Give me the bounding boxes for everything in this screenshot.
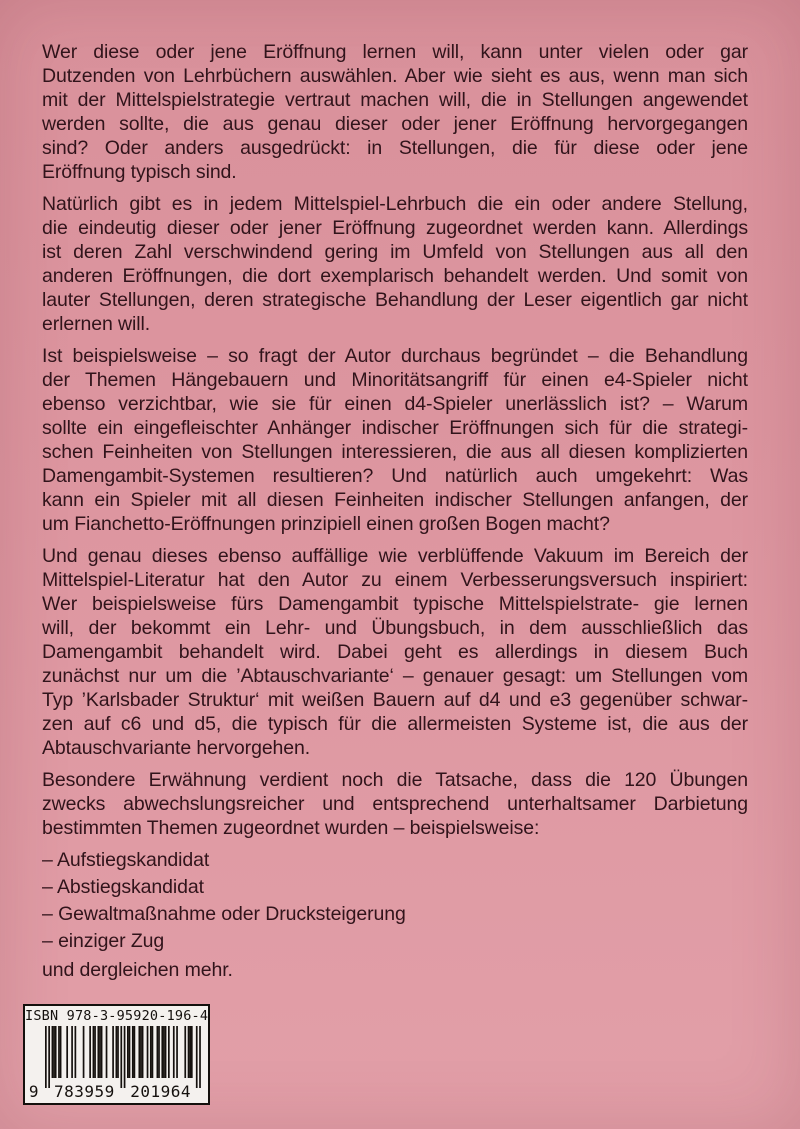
isbn-number: ISBN 978-3-95920-196-4 (25, 1008, 209, 1024)
text-line: erlernen will. (42, 313, 151, 335)
text-line: mit der Mittelspielstrategie vertraut machen will, die in Stellungen angewendet (42, 89, 748, 111)
text-line: bestimmten Themen zugeordnet wurden – beispielsweise: (42, 817, 540, 839)
list-item (42, 902, 748, 926)
text-line: Mittelspiel-Literatur hat den Autor zu einem Verbesserungsversuch inspiriert: (42, 569, 748, 591)
text-line: kann ein Spieler mit all diesen Feinheiten indischer Stellungen anfangen, der (42, 489, 748, 511)
text-line: – Aufstiegskandidat (42, 849, 210, 871)
text-line: Wer diese oder jene Eröffnung lernen will, kann unter vielen oder gar (42, 41, 748, 63)
text-line: anderen Eröffnungen, die dort exemplarisch behandelt werden. Und somit von (42, 265, 748, 287)
text-line: Typ ’Karlsbader Struktur‘ mit weißen Bauern auf d4 und e3 gegenüber schwar- (42, 689, 748, 711)
text-line: ebenso verzichtbar, wie sie für einen d4-Spieler unerlässlich ist? – Warum (42, 393, 748, 415)
text-line: Und genau dieses ebenso auffällige wie verblüffende Vakuum im Bereich der (42, 545, 748, 567)
text-line: Besondere Erwähnung verdient noch die Tatsache, dass die 120 Übungen (42, 769, 748, 791)
text-line: lauter Stellungen, deren strategische Behandlung der Leser eigentlich gar nicht (42, 289, 748, 311)
text-line: Ist beispielsweise – so fragt der Autor durchaus begründet – die Behandlung (42, 345, 748, 367)
ean13-barcode (25, 1026, 208, 1104)
text-line: – Gewaltmaßnahme oder Drucksteigerung (42, 903, 406, 925)
text-line: Dutzenden von Lehrbüchern auswählen. Aber wie sieht es aus, wenn man sich (42, 65, 748, 87)
barcode-digit-group: 9 (28, 1082, 40, 1101)
text-line: Damengambit behandelt wird. Dabei geht es allerdings in diesem Buch (42, 641, 748, 663)
blurb-text (42, 40, 748, 982)
text-line: Wer beispielsweise fürs Damengambit typische Mittelspielstrate- gie lernen (42, 593, 748, 615)
text-line: sollte ein eingefleischter Anhänger indischer Eröffnungen sich für die strategi- (42, 417, 748, 439)
list-item (42, 929, 748, 953)
paragraph (42, 40, 748, 184)
text-line: zen auf c6 und d5, die typisch für die allermeisten Systeme ist, die aus der (42, 713, 748, 735)
closing-line (42, 958, 748, 982)
isbn-barcode (23, 1004, 210, 1105)
text-line: ist deren Zahl verschwindend gering im Umfeld von Stellungen aus all den (42, 241, 748, 263)
paragraph (42, 192, 748, 336)
text-line: schen Feinheiten von Stellungen interessieren, die aus all diesen komplizierten (42, 441, 748, 463)
barcode-bars (45, 1026, 201, 1088)
text-line: – Abstiegskandidat (42, 876, 204, 898)
text-line: Damengambit-Systemen resultieren? Und natürlich auch umgekehrt: Was (42, 465, 748, 487)
barcode-digit-group: 783959 (53, 1082, 115, 1101)
text-line: der Themen Hängebauern und Minoritätsangriff für einen e4-Spieler nicht (42, 369, 748, 391)
text-line: Abtauschvariante hervorgehen. (42, 737, 311, 759)
text-line: Eröffnung typisch sind. (42, 161, 237, 183)
text-line: will, der bekommt ein Lehr- und Übungsbuch, in dem ausschließlich das (42, 617, 748, 639)
text-line: und dergleichen mehr. (42, 959, 233, 981)
list-item (42, 848, 748, 872)
barcode-digit-group: 201964 (130, 1082, 192, 1101)
text-line: – einziger Zug (42, 930, 165, 952)
paragraph (42, 768, 748, 840)
text-line: die eindeutig dieser oder jener Eröffnung zugeordnet werden kann. Allerdings (42, 217, 748, 239)
list-item (42, 875, 748, 899)
text-line: um Fianchetto-Eröffnungen prinzipiell einen großen Bogen macht? (42, 513, 610, 535)
text-line: werden sollte, die aus genau dieser oder jener Eröffnung hervorgegangen (42, 113, 748, 135)
paragraph (42, 544, 748, 760)
text-line: Natürlich gibt es in jedem Mittelspiel-Lehrbuch die ein oder andere Stellung, (42, 193, 748, 215)
paragraph (42, 344, 748, 536)
text-line: zunächst nur um die ’Abtauschvariante‘ – genauer gesagt: um Stellungen vom (42, 665, 748, 687)
text-line: zwecks abwechslungsreicher und entsprechend unterhaltsamer Darbietung (42, 793, 748, 815)
text-line: sind? Oder anders ausgedrückt: in Stellungen, die für diese oder jene (42, 137, 748, 159)
